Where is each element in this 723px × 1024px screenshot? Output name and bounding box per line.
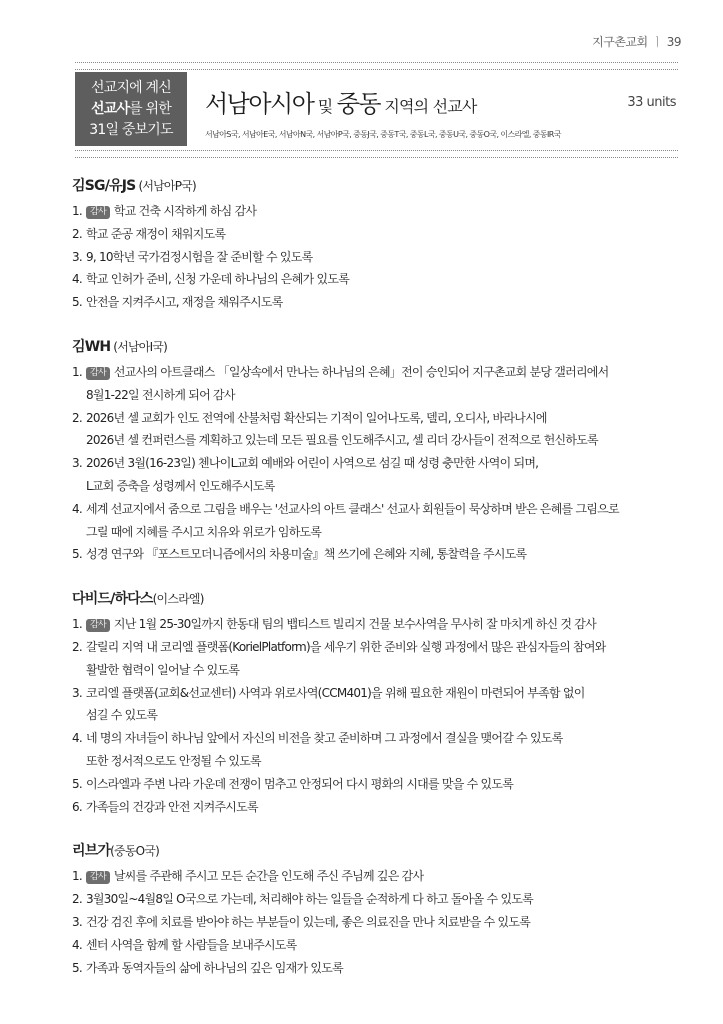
item-line: 안전을 지켜주시고, 재정을 채워주시도록 <box>86 295 283 310</box>
page-title <box>205 84 477 119</box>
missionary-name: 김SG/유JS <box>72 178 136 194</box>
item-number: 5. <box>72 547 82 562</box>
item-line: 학교 준공 재정이 채워지도록 <box>86 226 226 241</box>
top-dotted-rule <box>75 62 678 70</box>
missionary-region: (이스라엘) <box>152 592 204 607</box>
item-number: 1. <box>72 364 82 379</box>
item-text <box>86 429 680 452</box>
item-number: 2. <box>72 892 82 907</box>
page-number: 39 <box>666 35 681 49</box>
item-text <box>86 223 680 246</box>
item-text <box>86 268 680 291</box>
prayer-item <box>72 498 680 521</box>
thanks-badge: 감사 <box>86 619 110 632</box>
prayer-item <box>72 452 680 475</box>
item-text <box>86 384 680 407</box>
item-line: 건강 검진 후에 치료를 받아야 하는 부분들이 있는데, 좋은 의료진을 만나 치료받을 수 있도록 <box>86 914 531 929</box>
item-number <box>72 521 86 544</box>
label-line-2-bold: 선교사 <box>91 100 130 117</box>
item-line: 세계 선교지에서 줌으로 그림을 배우는 '선교사의 아트 클래스' 선교사 회원들이 묵상하며 받은 은혜를 그림으로 <box>86 501 619 516</box>
label-line-3: 31일 중보기도 <box>89 121 173 138</box>
item-text <box>86 498 680 521</box>
item-text <box>86 911 680 934</box>
item-text <box>86 865 680 888</box>
prayer-item <box>72 291 680 314</box>
prayer-item <box>72 704 680 727</box>
item-line: L교회 증축을 성령께서 인도해주시도록 <box>86 478 275 493</box>
item-line: 2026년 셀 컨퍼런스를 계획하고 있는데 모든 필요를 인도해주시고, 셀 리더 강사들이 전적으로 헌신하도록 <box>86 433 598 448</box>
item-line: 센터 사역을 함께 할 사람들을 보내주시도록 <box>86 937 297 952</box>
title-region-2: 중동 <box>336 90 381 118</box>
missionary-region: (서남아I국) <box>110 339 167 354</box>
item-line: 가족과 동역자들의 삶에 하나님의 깊은 임재가 있도록 <box>86 960 343 975</box>
item-text <box>86 773 680 796</box>
prayer-item <box>72 475 680 498</box>
prayer-item <box>72 796 680 819</box>
item-line: 학교 인허가 준비, 신청 가운데 하나님의 은혜가 있도록 <box>86 272 350 287</box>
item-line: 또한 정서적으로도 안정될 수 있도록 <box>86 753 261 768</box>
item-line: 섬길 수 있도록 <box>86 708 158 723</box>
item-text <box>86 796 680 819</box>
country-list: 서남아S국, 서남아E국, 서남아N국, 서남아P국, 중동J국, 중동T국, 중동L국, 중동U국, 중동O국, 이스라엘, 중동IR국 <box>205 130 561 139</box>
item-number: 5. <box>72 295 82 310</box>
item-text <box>86 543 680 566</box>
item-number: 3. <box>72 456 82 471</box>
missionary-region: (서남아P국) <box>135 179 196 193</box>
item-number: 1. <box>72 204 82 218</box>
prayer-item <box>72 268 680 291</box>
item-number: 1. <box>72 869 82 884</box>
prayer-item <box>72 429 680 452</box>
label-line-2 <box>91 99 171 120</box>
missionary-name: 다비드/하다스 <box>72 591 153 608</box>
prayer-content <box>72 176 680 1002</box>
item-text <box>86 613 680 636</box>
prayer-item <box>72 727 680 750</box>
label-line-2-rest: 를 위한 <box>129 100 171 117</box>
section-heading <box>72 841 680 862</box>
item-number <box>72 475 86 498</box>
series-label-box <box>75 72 187 146</box>
prayer-item <box>72 773 680 796</box>
section-heading <box>72 337 680 358</box>
item-text <box>86 727 680 750</box>
prayer-item <box>72 636 680 659</box>
item-line: 날씨를 주관해 주시고 모든 순간을 인도해 주신 주님께 깊은 감사 <box>113 869 424 884</box>
item-number: 3. <box>72 685 82 700</box>
prayer-item <box>72 659 680 682</box>
title-conjunction: 및 <box>313 97 337 116</box>
title-region-1: 서남아시아 <box>205 90 314 118</box>
prayer-section <box>72 589 680 818</box>
prayer-item <box>72 521 680 544</box>
item-line: 가족들의 건강과 안전 지켜주시도록 <box>86 799 258 814</box>
item-line: 2026년 3월(16-23일) 첸나이L교회 예배와 어린이 사역으로 섬길 때 성령 충만한 사역이 되며, <box>86 456 539 471</box>
item-number: 4. <box>72 731 82 746</box>
prayer-item <box>72 407 680 430</box>
item-number <box>72 750 86 773</box>
item-text <box>86 659 680 682</box>
item-text <box>86 934 680 957</box>
item-text <box>86 361 680 384</box>
prayer-item <box>72 934 680 957</box>
prayer-item <box>72 384 680 407</box>
title-suffix: 지역의 선교사 <box>380 97 477 116</box>
item-number: 4. <box>72 937 82 952</box>
item-line: 코리엘 플랫폼(교회&선교센터) 사역과 위로사역(CCM401)을 위해 필요한 재원이 마련되어 부족함 없이 <box>86 685 585 700</box>
item-line: 3월30일~4월8일 O국으로 가는데, 처리해야 하는 일들을 순적하게 다 하고 돌아올 수 있도록 <box>86 892 533 907</box>
prayer-item <box>72 613 680 636</box>
item-text <box>86 750 680 773</box>
item-text <box>86 704 680 727</box>
prayer-item <box>72 911 680 934</box>
item-text <box>86 888 680 911</box>
item-line: 지난 1월 25-30일까지 한동대 팀의 뱁티스트 빌리지 건물 보수사역을 무사히 잘 마치게 하신 것 감사 <box>113 617 596 632</box>
item-number: 1. <box>72 617 82 632</box>
item-line: 갈릴리 지역 내 코리엘 플랫폼(KorielPlatform)을 세우기 위한 준비와 실행 과정에서 많은 관심자들의 참여와 <box>86 639 606 654</box>
item-line: 8월1-22일 전시하게 되어 감사 <box>86 387 235 402</box>
item-number: 2. <box>72 226 82 241</box>
item-number <box>72 384 86 407</box>
item-text <box>86 407 680 430</box>
prayer-section <box>72 337 680 566</box>
prayer-item <box>72 888 680 911</box>
item-number: 2. <box>72 410 82 425</box>
item-line: 활발한 협력이 일어날 수 있도록 <box>86 662 240 677</box>
missionary-name: 김WH <box>72 338 111 355</box>
item-text <box>86 291 680 314</box>
item-line: 성경 연구와 『포스트모더니즘에서의 차용미술』책 쓰기에 은혜와 지혜, 통찰력을 주시도록 <box>86 547 527 562</box>
item-number: 5. <box>72 960 82 975</box>
prayer-item <box>72 246 680 269</box>
item-number <box>72 659 86 682</box>
prayer-item <box>72 682 680 705</box>
prayer-item <box>72 750 680 773</box>
header-separator: ㅣ <box>651 35 663 49</box>
item-line: 그릴 때에 지혜를 주시고 치유와 위로가 임하도록 <box>86 524 322 539</box>
prayer-item <box>72 865 680 888</box>
prayer-item <box>72 543 680 566</box>
prayer-section <box>72 176 680 314</box>
item-line: 9, 10학년 국가검정시험을 잘 준비할 수 있도록 <box>86 249 313 264</box>
item-number: 3. <box>72 914 82 929</box>
item-line: 학교 건축 시작하게 하심 감사 <box>113 204 257 218</box>
item-number: 6. <box>72 799 82 814</box>
item-text <box>86 636 680 659</box>
item-text <box>86 682 680 705</box>
bottom-dotted-rule <box>75 150 678 158</box>
item-number: 5. <box>72 776 82 791</box>
prayer-item <box>72 957 680 980</box>
item-line: 이스라엘과 주변 나라 가운데 전쟁이 멈추고 안정되어 다시 평화의 시대를 맞을 수 있도록 <box>86 776 514 791</box>
page-header <box>592 33 681 50</box>
prayer-item <box>72 361 680 384</box>
prayer-item <box>72 200 680 223</box>
item-number: 4. <box>72 501 82 516</box>
prayer-section <box>72 841 680 979</box>
item-number <box>72 429 86 452</box>
item-number <box>72 704 86 727</box>
item-text <box>86 521 680 544</box>
prayer-item <box>72 223 680 246</box>
section-heading <box>72 176 680 197</box>
item-text <box>86 246 680 269</box>
item-line: 네 명의 자녀들이 하나님 앞에서 자신의 비전을 찾고 준비하며 그 과정에서 결실을 맺어갈 수 있도록 <box>86 731 563 746</box>
section-heading <box>72 589 680 610</box>
label-line-1: 선교지에 계신 <box>91 79 171 96</box>
item-number: 2. <box>72 639 82 654</box>
units-count: 33 units <box>627 95 676 110</box>
item-text <box>86 452 680 475</box>
thanks-badge: 감사 <box>86 367 110 380</box>
item-line: 2026년 셀 교회가 인도 전역에 산불처럼 확산되는 기적이 일어나도록, 델리, 오디사, 바라나시에 <box>86 410 547 425</box>
missionary-region: (중동O국) <box>110 844 159 859</box>
missionary-name: 리브가 <box>72 843 111 860</box>
item-text <box>86 475 680 498</box>
thanks-badge: 감사 <box>86 206 110 219</box>
item-number: 3. <box>72 249 82 264</box>
item-text <box>86 200 680 223</box>
item-text <box>86 957 680 980</box>
book-title: 지구촌교회 <box>592 35 648 49</box>
item-line: 선교사의 아트클래스 「일상속에서 만나는 하나님의 은혜」전이 승인되어 지구촌교회 분당 갤러리에서 <box>113 364 609 379</box>
item-number: 4. <box>72 272 82 287</box>
thanks-badge: 감사 <box>86 871 110 884</box>
